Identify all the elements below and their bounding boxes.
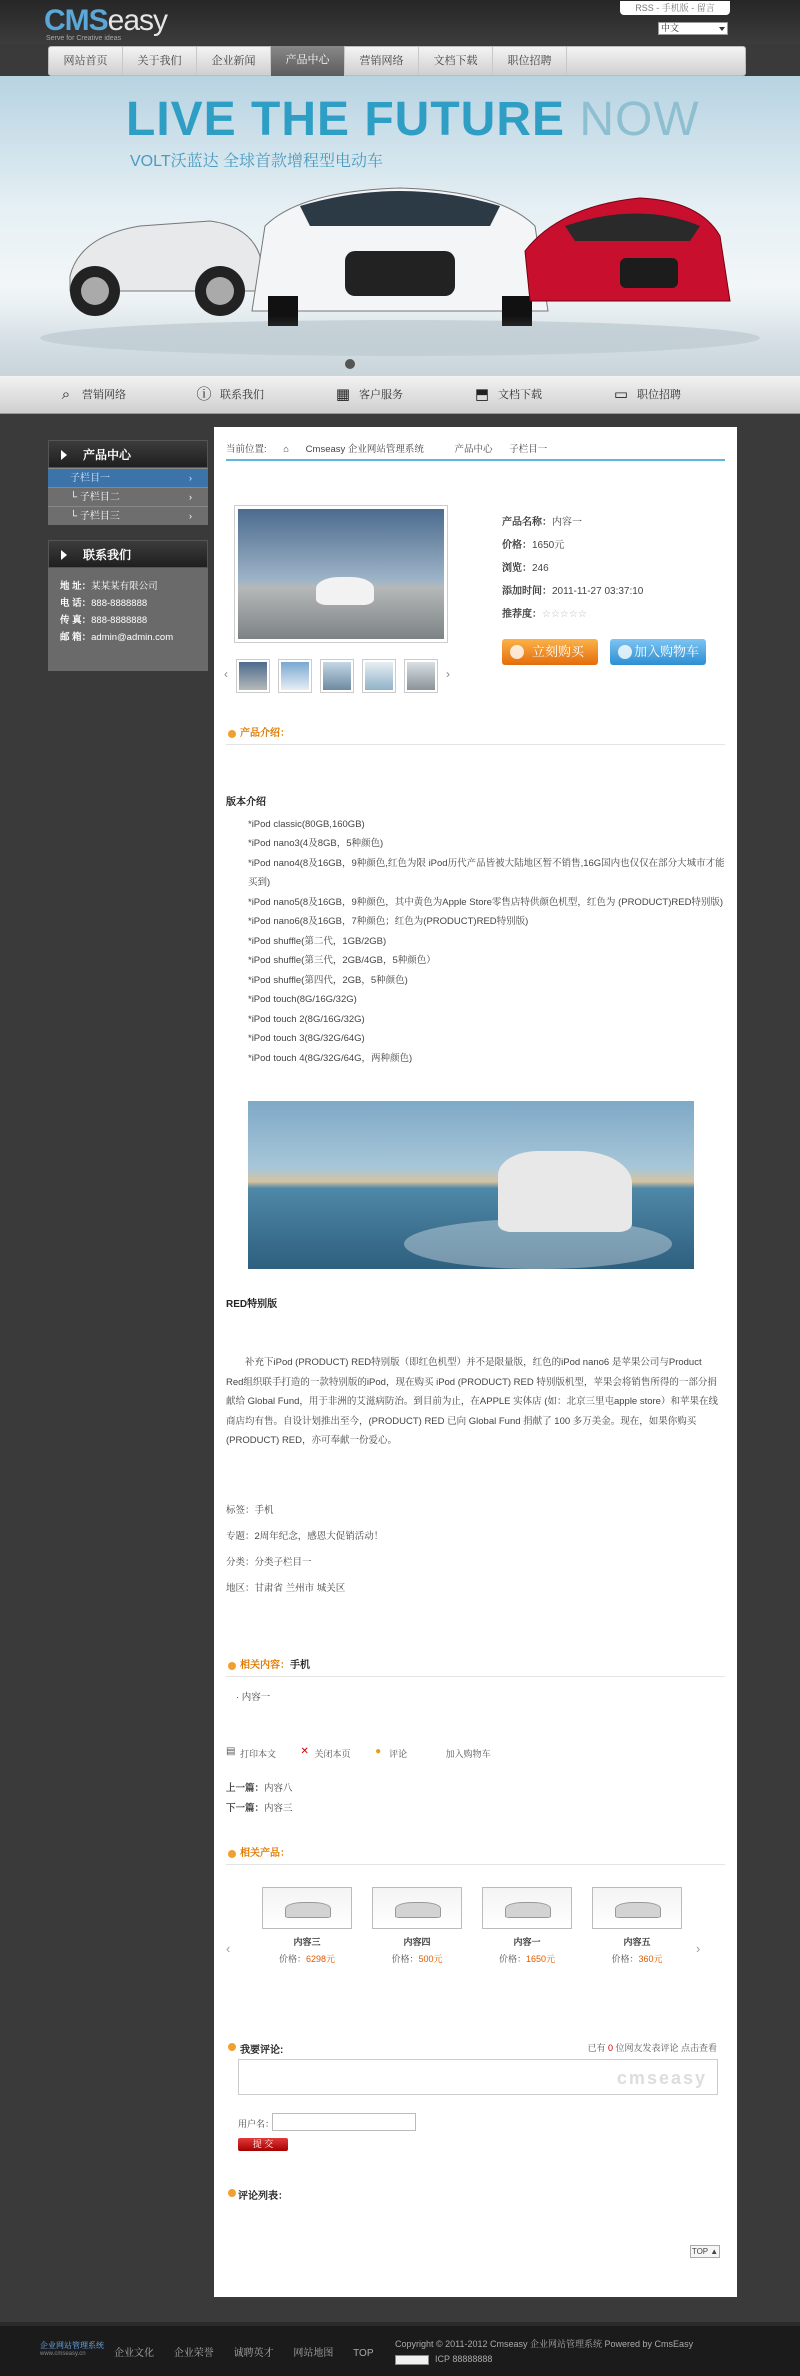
- nav-item-home[interactable]: 网站首页: [49, 47, 123, 75]
- article-tools: [226, 1747, 513, 1759]
- comment-form: [226, 2041, 725, 2147]
- nav-item-downloads[interactable]: 文档下载: [419, 47, 493, 75]
- close-icon: ✕: [300, 1746, 309, 1757]
- sidebar-item-3[interactable]: └ 子栏目三 ›: [48, 506, 208, 525]
- slide-indicator[interactable]: [345, 359, 355, 369]
- top-bar: [0, 0, 800, 44]
- sidebar-item-1[interactable]: 子栏目一 ›: [48, 468, 208, 487]
- buy-now-button[interactable]: 立刻购买: [502, 639, 598, 665]
- search-icon: ⌕: [61, 386, 71, 403]
- nav-item-network[interactable]: 营销网络: [345, 47, 419, 75]
- monitor-icon: ▭: [613, 386, 629, 403]
- nav-item-news[interactable]: 企业新闻: [197, 47, 271, 75]
- comment-label: 我要评论:: [240, 2041, 283, 2056]
- service-jobs[interactable]: ▭ 职位招聘: [611, 386, 681, 404]
- intro-heading: 产品介绍：: [226, 727, 725, 745]
- triangle-icon: [61, 450, 67, 460]
- nav-item-products[interactable]: 产品中心: [271, 46, 345, 76]
- download-icon: ⬒: [474, 386, 490, 403]
- dot-icon: [228, 1850, 236, 1858]
- calendar-icon: ▦: [335, 386, 351, 403]
- thumbnail[interactable]: [278, 659, 312, 693]
- comment-icon: ●: [375, 1746, 382, 1757]
- dot-icon: [228, 1662, 236, 1670]
- hero-banner[interactable]: [0, 76, 800, 376]
- chevron-right-icon: ›: [189, 473, 192, 483]
- footer-link[interactable]: 企业荣誉: [173, 2348, 214, 2359]
- breadcrumb: 当前位置: ⌂ Cmseasy 企业网站管理系统 产品中心 子栏目一: [226, 439, 725, 461]
- footer-link[interactable]: TOP: [353, 2348, 374, 2359]
- contact-box: [48, 540, 208, 671]
- banner-subtitle: VOLT沃蓝达 全球首款增程型电动车: [130, 153, 384, 170]
- related-item[interactable]: · 内容一: [236, 1692, 271, 1703]
- sidebar: [48, 440, 208, 671]
- product-info: 产品名称：内容一 价格：1650元 浏览：246 添加时间：2011-11-27 03:37:10 推荐度：☆☆☆☆☆: [502, 517, 644, 620]
- add-cart-link[interactable]: 加入购物车: [445, 1749, 491, 1759]
- comment-button[interactable]: ● 评论: [375, 1746, 408, 1759]
- car-left: [70, 221, 260, 316]
- icp-badge[interactable]: [395, 2355, 429, 2365]
- chevron-left-icon[interactable]: ‹: [224, 667, 228, 681]
- contact-title: 联系我们: [48, 540, 208, 568]
- sidebar-title: 产品中心: [48, 440, 208, 468]
- related-products: [214, 1887, 737, 2017]
- chevron-right-icon[interactable]: ›: [446, 667, 450, 681]
- triangle-icon: [61, 550, 67, 560]
- footer-links: [114, 2344, 391, 2359]
- product-meta: 标签：手机 专题：2周年纪念，感恩大促销活动！ 分类：分类子栏目一 地区：甘肃省 兰州市 城关区: [226, 1505, 384, 1594]
- prev-link[interactable]: 内容八: [264, 1783, 293, 1794]
- print-icon: ▤: [226, 1746, 236, 1757]
- car-right: [525, 198, 730, 301]
- add-to-cart-button[interactable]: 加入购物车: [610, 639, 706, 665]
- service-bar: [0, 376, 800, 414]
- thumbnail[interactable]: [236, 659, 270, 693]
- breadcrumb-category[interactable]: 产品中心: [454, 444, 493, 455]
- related-product[interactable]: 内容一 价格：1650元: [482, 1887, 572, 1965]
- product-main-image[interactable]: [234, 505, 448, 643]
- watermark: cmseasy: [616, 2068, 707, 2088]
- footer-copyright: Copyright © 2011-2012 Cmseasy 企业网站管理系统 Powered by CmsEasy ICP 88888888: [395, 2339, 694, 2364]
- chevron-right-icon[interactable]: ›: [696, 1941, 701, 1956]
- footer-logo[interactable]: 企业网站管理系统 www.cmseasy.cn: [40, 2341, 104, 2357]
- dot-icon: [228, 2043, 236, 2051]
- sidebar-item-2[interactable]: └ 子栏目二 ›: [48, 487, 208, 506]
- back-to-top-button[interactable]: TOP ▲: [691, 2247, 719, 2256]
- breadcrumb-home[interactable]: ⌂ Cmseasy 企业网站管理系统: [283, 444, 424, 455]
- category-link[interactable]: 分类子栏目一: [254, 1557, 312, 1568]
- footer: [0, 2322, 800, 2376]
- rating-stars[interactable]: ☆☆☆☆☆: [542, 609, 587, 620]
- service-network[interactable]: ⌕ 营销网络: [56, 386, 126, 404]
- topic-link[interactable]: 2周年纪念，感恩大促销活动！: [254, 1531, 384, 1542]
- dot-icon: [228, 730, 236, 738]
- chevron-right-icon: ›: [189, 511, 192, 521]
- print-button[interactable]: ▤ 打印本文: [226, 1746, 277, 1759]
- red-edition-title: RED特别版: [226, 1299, 278, 1310]
- main-content: [214, 427, 737, 2297]
- main-nav: [48, 46, 746, 76]
- chevron-down-icon: [719, 27, 725, 31]
- cart-icon: [510, 645, 524, 659]
- home-icon: ⌂: [283, 444, 292, 455]
- prev-next: 上一篇：内容八 下一篇：内容三: [226, 1783, 293, 1814]
- car-center: [252, 188, 548, 326]
- info-icon: ⓘ: [196, 386, 212, 403]
- related-product[interactable]: 内容五 价格：360元: [592, 1887, 682, 1965]
- related-product[interactable]: 内容四 价格：500元: [372, 1887, 462, 1965]
- chevron-right-icon: ›: [189, 492, 192, 502]
- language-select[interactable]: 中文: [658, 22, 728, 35]
- footer-link[interactable]: 网站地图: [293, 2348, 334, 2359]
- submit-button[interactable]: 提 交: [238, 2138, 288, 2151]
- thumbnail[interactable]: [362, 659, 396, 693]
- comment-list-label: 评论列表：: [238, 2187, 288, 2202]
- banner-slogan: LIVE THE FUTURE NOW: [126, 93, 700, 146]
- thumbnail-strip: [224, 659, 454, 693]
- thumbnail[interactable]: [320, 659, 354, 693]
- service-contact[interactable]: ⓘ 联系我们: [194, 386, 264, 404]
- thumbnail[interactable]: [404, 659, 438, 693]
- logo[interactable]: CMSeasy Serve for Creative ideas: [44, 4, 168, 42]
- cart-icon: [618, 645, 632, 659]
- description-image: [248, 1101, 694, 1269]
- related-product[interactable]: 内容三 价格：6298元: [262, 1887, 352, 1965]
- related-heading: 相关内容：手机: [226, 1659, 725, 1677]
- comment-textarea[interactable]: [238, 2059, 718, 2095]
- service-customer[interactable]: ▦ 客户服务: [333, 386, 403, 404]
- next-link[interactable]: 内容三: [264, 1803, 293, 1814]
- dot-icon: [228, 2189, 236, 2197]
- close-page-button[interactable]: ✕ 关闭本页: [300, 1746, 351, 1759]
- top-links[interactable]: RSS - 手机版 - 留言: [620, 1, 730, 15]
- related-products-heading: 相关产品：: [226, 1847, 725, 1865]
- chevron-left-icon[interactable]: ‹: [226, 1941, 231, 1956]
- contact-body: 地 址：某某某有限公司 电 话：888-8888888 传 真：888-8888888 邮 箱：admin@admin.com: [48, 568, 208, 671]
- service-download[interactable]: ⬒ 文档下载: [472, 386, 542, 404]
- red-edition-text: 补充下iPod (PRODUCT) RED特别版（即红色机型）并不是限量版，红色的iPod nano6 是苹果公司与Product Red组织联手打造的一款特别版的iPod，现在购买 iPod (PRODUCT) RED 特别版机型，苹果会将销售所得的一部分捐献给 Global Fund，用于非洲的艾滋病防治。到目前为止，在APPLE 实体店 (如：北京三里屯apple store）和苹果在线商店均有售。自设计划推出至今，(PRODUCT) RED 已向 Global Fund 捐献了 100 多万美金。现在，如果你购买 (PRODUCT) RED，亦可奉献一份爱心。: [226, 1357, 718, 1446]
- footer-link[interactable]: 诚聘英才: [233, 2348, 274, 2359]
- footer-link[interactable]: 企业文化: [114, 2348, 154, 2359]
- username-input[interactable]: [272, 2113, 416, 2131]
- nav-item-about[interactable]: 关于我们: [123, 47, 197, 75]
- username-label: 用户名：: [238, 2119, 275, 2129]
- product-description: 版本介绍 *iPod classic(80GB,160GB) *iPod nano3(4及8GB，5种颜色) *iPod nano4(8及16GB，9种颜色,红色为限 iPod历代产品皆被大陆地区暂不销售,16G国内也仅仅在部分大城市才能买到) *iPod nano5(8及16GB，9种颜色，其中黄色为Apple Store零售店特供颜色机型，红色为 (PRODUCT)RED特别版) *iPod nano6(8及16GB，7种颜色；红色为(PRODUCT)RED特别版) *iPod shuffle(第二代，1GB/2GB) *iPod shuffle(第三代，2GB/4GB，5种颜色） *iPod shuffle(第四代，2GB，5种颜色) *iPod touch(8G/16G/32G) *iPod touch 2(8G/16G/32G) *iPod touch 3(8G/32G/64G) *iPod touch 4(8G/32G/64G，两种颜色): [226, 797, 725, 1064]
- tag-link[interactable]: 手机: [254, 1505, 274, 1516]
- region-link[interactable]: 甘肃省 兰州市 城关区: [254, 1583, 346, 1594]
- nav-item-jobs[interactable]: 职位招聘: [493, 47, 567, 75]
- comment-count[interactable]: 已有 0 位网友发表评论 点击查看: [587, 2043, 717, 2053]
- breadcrumb-current[interactable]: 子栏目一: [509, 444, 548, 455]
